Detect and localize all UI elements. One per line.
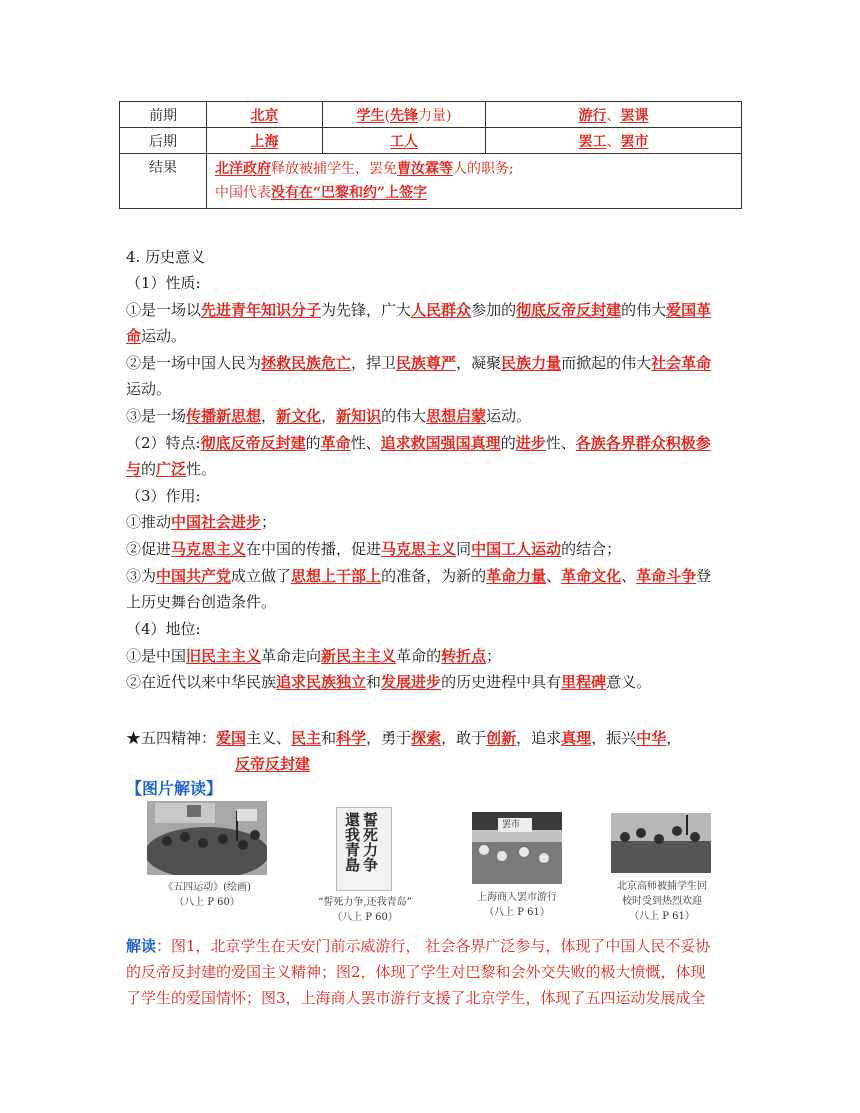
paragraph-line: 命运动。 xyxy=(126,327,187,345)
result-text: 人的职务; xyxy=(453,161,514,177)
cell-action-1: 罢工 xyxy=(578,133,607,150)
section-title: 4. 历史意义 xyxy=(126,248,206,266)
painting-image xyxy=(147,801,267,875)
row-label: 前期 xyxy=(120,102,207,128)
paragraph-line: ①推动中国社会进步； xyxy=(126,513,277,531)
cell-place: 北京 xyxy=(250,107,279,124)
cell-place: 上海 xyxy=(250,133,279,150)
picture-caption: 《五四运动》(绘画) （八上 P 60） xyxy=(163,882,251,908)
cell-action-2: 罢课 xyxy=(620,107,649,124)
calligraphy-image: 誓死力争 還我青島 xyxy=(336,807,392,891)
table-row xyxy=(120,154,742,209)
cell-force-rest: 力量) xyxy=(418,107,452,124)
may-fourth-spirit: ★五四精神：爱国主义、民主和科学，勇于探索，敢于创新，追求真理，振兴中华， xyxy=(126,729,682,747)
picture-heading: 【图片解读】 xyxy=(126,779,223,798)
paragraph-line: ①是中国旧民主主义革命走向新民主主义革命的转折点； xyxy=(126,647,502,665)
result-cell xyxy=(207,154,742,209)
paragraph-line: ①是一场以先进青年知识分子为先锋，广大人民群众参加的彻底反帝反封建的伟大爱国革 xyxy=(126,301,712,319)
cell-action-2: 罢市 xyxy=(620,133,649,150)
result-text: 中国代表 xyxy=(215,185,271,201)
cell-force: 工人 xyxy=(390,133,418,150)
paragraph-line: 与的广泛性。 xyxy=(126,460,217,478)
welcome-photo xyxy=(611,813,711,873)
cell-force-paren: ( xyxy=(384,107,390,124)
subsection-title: （1）性质: xyxy=(126,274,201,292)
picture-caption: “誓死力争,还我青岛” （八上 P 60） xyxy=(318,897,412,923)
crowd-painting-icon xyxy=(147,801,267,875)
stage-table xyxy=(119,101,742,209)
result-text: 没有在“巴黎和约”上签字 xyxy=(271,185,428,201)
row-label: 后期 xyxy=(120,128,207,154)
group-photo-icon xyxy=(611,813,711,873)
picture-caption: 北京高师被捕学生回 校时受到热烈欢迎 （八上 P 61） xyxy=(617,881,707,922)
paragraph-line: ②在近代以来中华民族追求民族独立和发展进步的历史进程中具有里程碑意义。 xyxy=(126,673,652,691)
subsection-title: （4）地位: xyxy=(126,620,201,638)
paragraph-line: ②促进马克思主义在中国的传播，促进马克思主义同中国工人运动的结合； xyxy=(126,540,622,558)
table-row xyxy=(120,128,742,154)
may-fourth-spirit-cont: 反帝反封建 xyxy=(235,755,311,773)
result-text: 释放被捕学生，罢免 xyxy=(271,161,397,177)
table-row xyxy=(120,102,742,128)
cell-action-sep: 、 xyxy=(606,133,621,150)
paragraph-line: ②是一场中国人民为拯救民族危亡，捍卫民族尊严，凝聚民族力量而掀起的伟大社会革命 xyxy=(126,354,712,372)
cell-action-sep: 、 xyxy=(606,107,621,124)
paragraph-line: ③是一场传播新思想，新文化，新知识的伟大思想启蒙运动。 xyxy=(126,407,532,425)
result-text: 北洋政府 xyxy=(215,161,271,177)
subsection-title: （3）作用: xyxy=(126,487,201,505)
paragraph-line: ③为中国共产党成立做了思想上干部上的准备，为新的革命力量、革命文化、革命斗争登 xyxy=(126,567,712,585)
paragraph-line: 上历史舞台创造条件。 xyxy=(126,593,277,611)
interpretation-text: 解读：图1，北京学生在天安门前示威游行， 社会各界广泛参与，体现了中国人民不妥协 的反帝反封建的爱国主义精神；图2，体现了学生对巴黎和会外交失败的极大愤慨，体现 了学生的爱国情怀；图3，上海商人罢市游行支援了北京学生，体现了五四运动发展成全 xyxy=(126,937,711,1007)
interpretation-label: 解读 xyxy=(126,937,157,955)
cell-action-1: 游行 xyxy=(578,107,607,124)
row-label: 结果 xyxy=(120,154,207,209)
protest-photo: 罢市 xyxy=(472,812,562,884)
paragraph-line: （2）特点:彻底反帝反封建的革命性、追求救国强国真理的进步性、各族各界群众积极参 xyxy=(126,434,711,452)
picture-caption: 上海商人罢市游行 （八上 P 61） xyxy=(477,892,557,918)
cell-force: 学生 xyxy=(356,107,385,124)
paragraph-line: 运动。 xyxy=(126,380,172,398)
result-text: 曹汝霖等 xyxy=(397,161,453,177)
cell-force-vanguard: 先锋 xyxy=(390,107,418,124)
